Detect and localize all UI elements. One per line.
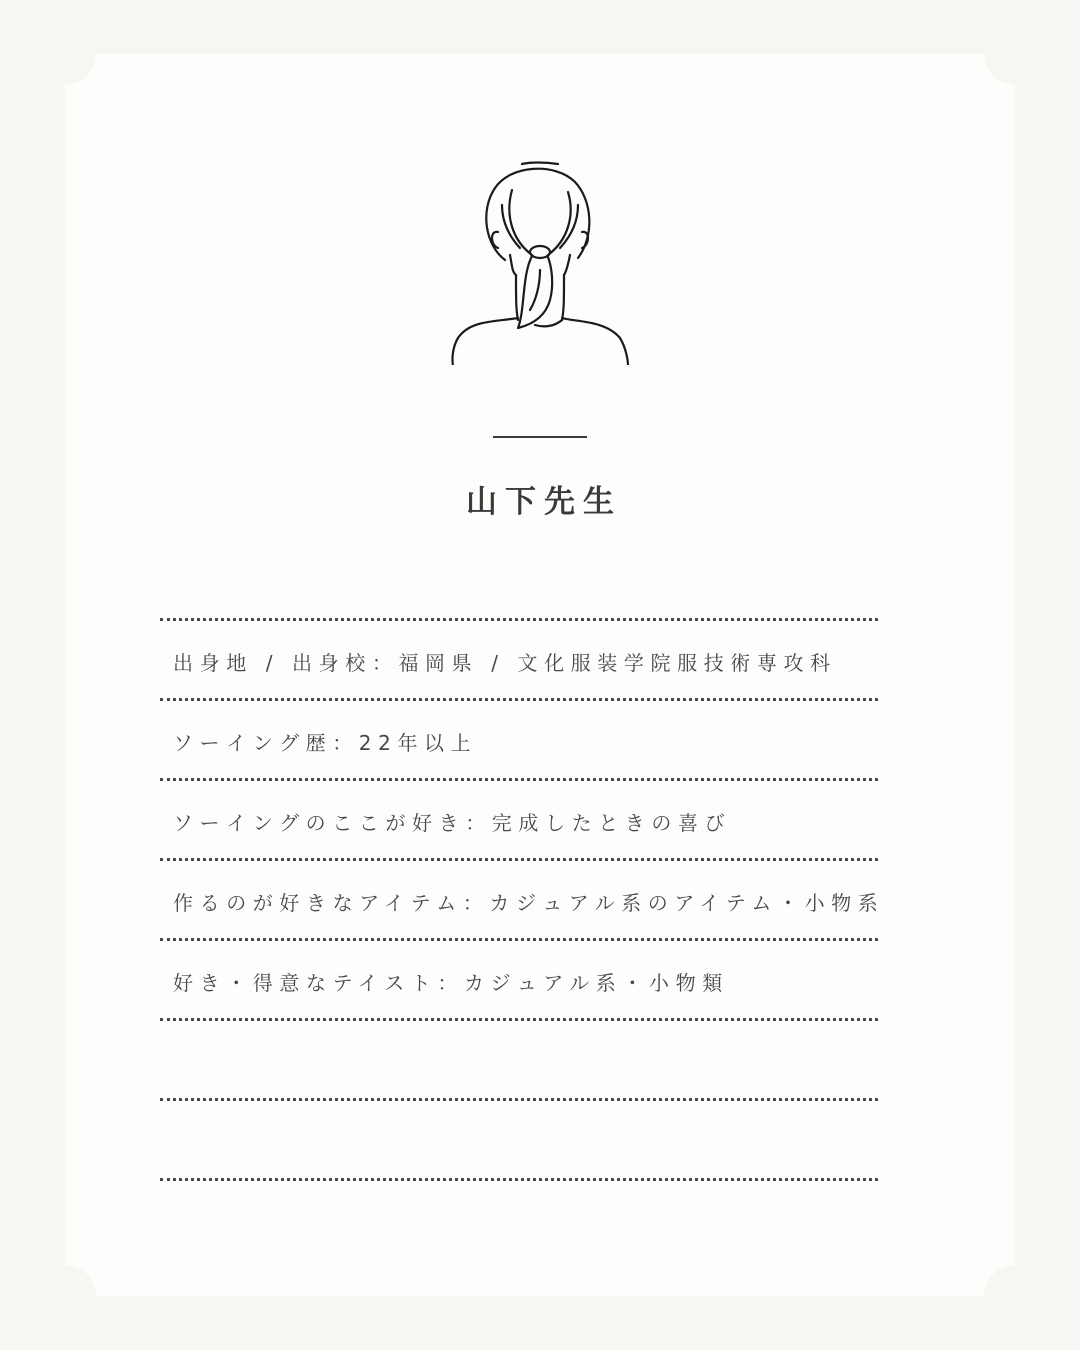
profile-text-taste: 好き・得意なテイスト：カジュアル系・小物類 [173,971,729,995]
profile-row-favorite-point [160,781,878,858]
card-corner-notch [34,1265,96,1327]
profile-row-experience [160,701,878,778]
teacher-name: 山下先生 [466,484,622,520]
profile-text-experience: ソーイング歴：22年以上 [173,731,478,755]
profile-text-favorite-point: ソーイングのここが好き：完成したときの喜び [173,811,732,835]
card-corner-notch [984,23,1046,85]
profile-text-favorite-items: 作るのが好きなアイテム：カジュアル系のアイテム・小物系 [173,891,885,915]
title-divider [493,436,587,438]
profile-text-origin: 出身地 / 出身校：福岡県 / 文化服装学院服技術専攻科 [173,651,837,675]
profile-row-favorite-items [160,861,885,938]
profile-card [65,54,1015,1296]
profile-row-empty [160,1101,878,1178]
profile-list [160,618,885,1181]
card-corner-notch [34,23,96,85]
teacher-avatar-icon [450,160,630,365]
card-corner-notch [984,1265,1046,1327]
profile-row-origin [160,621,878,698]
profile-row-taste [160,941,878,1018]
profile-row-empty [160,1021,878,1098]
dotted-divider [160,1178,878,1181]
